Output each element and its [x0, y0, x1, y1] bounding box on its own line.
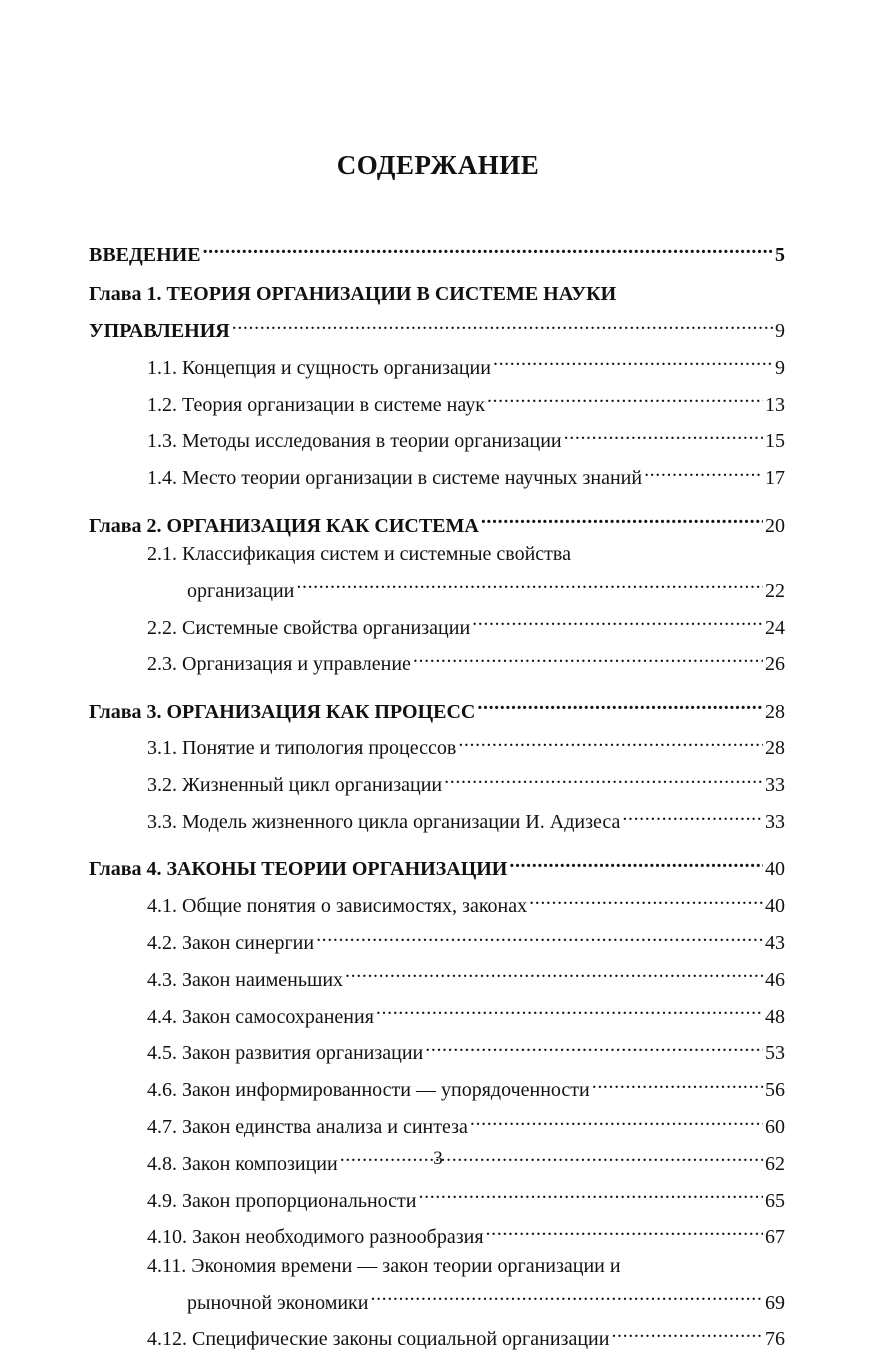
- dot-leader: [564, 419, 763, 447]
- toc-entry-page: 60: [765, 1115, 785, 1138]
- toc-entry-section[interactable]: [89, 800, 785, 837]
- dot-leader: [376, 994, 763, 1022]
- toc-entry-chapter-2[interactable]: [89, 503, 785, 540]
- dot-leader: [296, 568, 763, 596]
- toc-entry-page: 69: [765, 1291, 785, 1314]
- dot-leader: [232, 309, 773, 337]
- toc-entry-page: 40: [765, 858, 785, 881]
- toc-entry-page: 28: [765, 737, 785, 760]
- toc-entry-page: 28: [765, 700, 785, 723]
- toc-entry-page: 67: [765, 1226, 785, 1249]
- toc-entry-page: 17: [765, 467, 785, 490]
- toc-entry-section[interactable]: [89, 957, 785, 994]
- toc-entry-section[interactable]: [89, 1280, 785, 1317]
- toc-entry-label: 4.6. Закон информированности — упорядоченности: [147, 1079, 590, 1102]
- dot-leader: [487, 382, 763, 410]
- toc-section-4-11-line1[interactable]: 4.11. Экономия времени — закон теории организации и: [147, 1254, 621, 1277]
- toc-entry-label: рыночной экономики: [187, 1291, 369, 1314]
- dot-leader: [425, 1031, 763, 1059]
- toc-entry-label: Глава 2. ОРГАНИЗАЦИЯ КАК СИСТЕМА: [89, 514, 479, 537]
- toc-entry-page: 53: [765, 1042, 785, 1065]
- toc-entry-chapter-3[interactable]: [89, 689, 785, 726]
- toc-entry-section[interactable]: [89, 1215, 785, 1252]
- dot-leader: [413, 642, 763, 670]
- toc-entry-label: 4.3. Закон наименьших: [147, 968, 344, 991]
- toc-entry-page: 20: [765, 514, 785, 537]
- toc-entry-section[interactable]: [89, 1068, 785, 1105]
- toc-entry-section[interactable]: [89, 419, 785, 456]
- toc-entry-label: ВВЕДЕНИЕ: [89, 244, 201, 267]
- toc-entry-section[interactable]: [89, 726, 785, 763]
- toc-entry-page: 56: [765, 1079, 785, 1102]
- toc-entry-label: 3.1. Понятие и типология процессов: [147, 737, 457, 760]
- toc-entry-section[interactable]: [89, 568, 785, 605]
- toc-entry-section[interactable]: [89, 642, 785, 679]
- dot-leader: [444, 763, 763, 791]
- toc-entry-page: 13: [765, 393, 785, 416]
- dot-leader: [345, 957, 763, 985]
- toc-entry-label: 1.2. Теория организации в системе наук: [147, 393, 485, 416]
- toc-entry-label: 4.12. Специфические законы социальной организации: [147, 1328, 610, 1351]
- dot-leader: [470, 1105, 763, 1133]
- toc-entry-section[interactable]: [89, 605, 785, 642]
- dot-leader: [592, 1068, 763, 1096]
- dot-leader: [472, 605, 763, 633]
- dot-leader: [370, 1280, 763, 1308]
- toc-entry-label: 1.3. Методы исследования в теории организации: [147, 430, 562, 453]
- toc-entry-page: 48: [765, 1005, 785, 1028]
- dot-leader: [644, 456, 763, 484]
- toc-entry-label: Глава 4. ЗАКОНЫ ТЕОРИИ ОРГАНИЗАЦИИ: [89, 858, 508, 881]
- toc-entry-label: 3.2. Жизненный цикл организации: [147, 774, 443, 797]
- toc-chapter-1-title-line1[interactable]: Глава 1. ТЕОРИЯ ОРГАНИЗАЦИИ В СИСТЕМЕ НАУКИ: [89, 283, 617, 306]
- toc-entry-section[interactable]: [89, 763, 785, 800]
- toc-entry-section[interactable]: [89, 1105, 785, 1142]
- toc-entry-page: 5: [775, 244, 785, 267]
- toc-entry-section[interactable]: [89, 884, 785, 921]
- toc-entry-page: 76: [765, 1328, 785, 1351]
- toc-entry-label: 3.3. Модель жизненного цикла организации И. Адизеса: [147, 811, 621, 834]
- toc-entry-chapter-4[interactable]: [89, 847, 785, 884]
- dot-leader: [203, 233, 773, 261]
- toc-entry-section[interactable]: [89, 994, 785, 1031]
- toc-entry-label: 1.4. Место теории организации в системе научных знаний: [147, 467, 643, 490]
- toc-entry-label: 1.1. Концепция и сущность организации: [147, 356, 491, 379]
- toc-entry-page: 26: [765, 653, 785, 676]
- toc-entry-page: 33: [765, 774, 785, 797]
- toc-section-2-1-line1[interactable]: 2.1. Классификация систем и системные свойства: [147, 542, 571, 565]
- dot-leader: [419, 1178, 764, 1206]
- toc-entry-section[interactable]: [89, 1031, 785, 1068]
- toc-entry-label: 4.2. Закон синергии: [147, 931, 315, 954]
- toc-entry-label: 4.7. Закон единства анализа и синтеза: [147, 1115, 468, 1138]
- toc-entry-label: УПРАВЛЕНИЯ: [89, 320, 230, 343]
- page-title: СОДЕРЖАНИЕ: [336, 150, 540, 180]
- toc-entry-page: 33: [765, 811, 785, 834]
- toc-entry-page: 9: [775, 320, 785, 343]
- dot-leader: [529, 884, 763, 912]
- dot-leader: [486, 1215, 763, 1243]
- toc-entry-page: 15: [765, 430, 785, 453]
- toc-entry-label: 2.2. Системные свойства организации: [147, 616, 471, 639]
- toc-entry-label: 4.8. Закон композиции: [147, 1152, 338, 1175]
- dot-leader: [316, 921, 763, 949]
- toc-entry-page: 62: [765, 1152, 785, 1175]
- toc-entry-section[interactable]: [89, 346, 785, 383]
- dot-leader: [493, 346, 773, 374]
- dot-leader: [509, 847, 763, 875]
- toc-entry-section[interactable]: [89, 382, 785, 419]
- toc-entry-page: 40: [765, 895, 785, 918]
- dot-leader: [481, 503, 763, 531]
- toc-entry-label: 4.1. Общие понятия о зависимостях, законах: [147, 895, 528, 918]
- toc-entry-page: 24: [765, 616, 785, 639]
- toc-entry-label: 4.10. Закон необходимого разнообразия: [147, 1226, 484, 1249]
- toc-entry-section[interactable]: [89, 1178, 785, 1215]
- toc-entry-label: организации: [187, 579, 295, 602]
- page-number: 3: [433, 1148, 443, 1169]
- toc-entry-intro[interactable]: [89, 233, 785, 270]
- toc-entry-label: 2.3. Организация и управление: [147, 653, 411, 676]
- dot-leader: [622, 800, 763, 828]
- toc-entry-page: 9: [775, 356, 785, 379]
- toc-entry-section[interactable]: [89, 1317, 785, 1354]
- toc-entry-page: 43: [765, 931, 785, 954]
- dot-leader: [458, 726, 763, 754]
- toc-entry-label: 4.4. Закон самосохранения: [147, 1005, 374, 1028]
- toc-entry-label: Глава 3. ОРГАНИЗАЦИЯ КАК ПРОЦЕСС: [89, 700, 476, 723]
- toc-entry-chapter-1[interactable]: [89, 309, 785, 346]
- toc-entry-section[interactable]: [89, 456, 785, 493]
- toc-entry-page: 46: [765, 968, 785, 991]
- toc-entry-page: 65: [765, 1189, 785, 1212]
- table-of-contents: [89, 233, 785, 1354]
- dot-leader: [477, 689, 763, 717]
- toc-entry-label: 4.5. Закон развития организации: [147, 1042, 424, 1065]
- toc-entry-section[interactable]: [89, 921, 785, 958]
- dot-leader: [611, 1317, 763, 1345]
- toc-entry-label: 4.9. Закон пропорциональности: [147, 1189, 417, 1212]
- toc-entry-page: 22: [765, 579, 785, 602]
